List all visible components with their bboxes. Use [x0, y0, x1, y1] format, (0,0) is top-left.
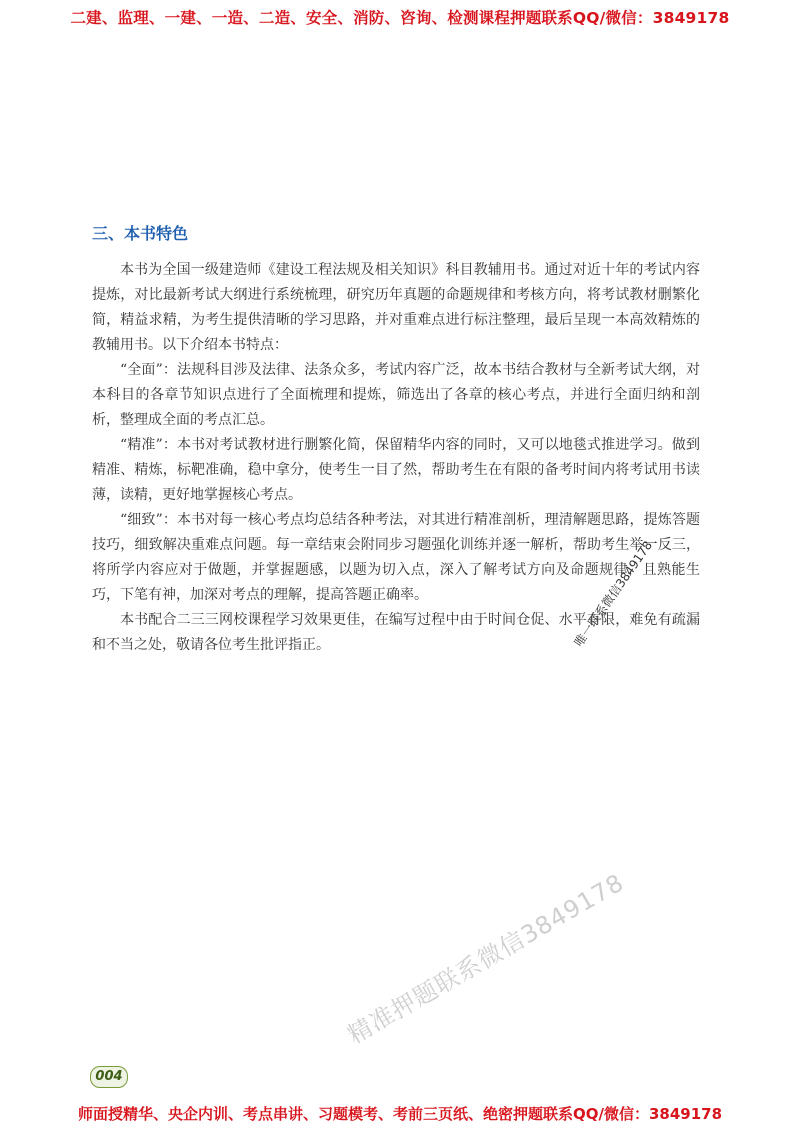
paragraph-intro: 本书为全国一级建造师《建设工程法规及相关知识》科目教辅用书。通过对近十年的考试内容提炼，对比最新考试大纲进行系统梳理，研究历年真题的命题规律和考核方向，将考试教材删繁化简，精益求精，为考生提供清晰的学习思路，并对重难点进行标注整理，最后呈现一本高效精炼的教辅用书。以下介绍本书特点： [92, 262, 700, 353]
page-number-badge: 004 [90, 1066, 128, 1088]
paragraph-comprehensive: “全面”：法规科目涉及法律、法条众多，考试内容广泛，故本书结合教材与全新考试大纲，对本科目的各章节知识点进行了全面梳理和提炼，筛选出了各章的核心考点，并进行全面归纳和剖析，整理成全面的考点汇总。 [92, 362, 700, 428]
contact-watermark-small: 唯一联系微信3849178 [571, 538, 656, 650]
bottom-promo-banner: 师面授精华、央企内训、考点串讲、习题模考、考前三页纸、绝密押题联系QQ/微信：3849178 [77, 1105, 723, 1123]
paragraph-detailed: “细致”：本书对每一核心考点均总结各种考法，对其进行精准剖析，理清解题思路，提炼答题技巧，细致解决重难点问题。每一章结束会附同步习题强化训练并逐一解析，帮助考生举一反三，将所学内容应对于做题，并掌握题感，以题为切入点，深入了解考试方向及命题规律，且熟能生巧，下笔有神，加深对考点的理解，提高答题正确率。 [92, 512, 700, 603]
section-heading: 三、本书特色 [92, 224, 189, 243]
paragraph-precise: “精准”：本书对考试教材进行删繁化简，保留精华内容的同时，又可以地毯式推进学习。做到精准、精炼，标靶准确，稳中拿分，使考生一目了然，帮助考生在有限的备考时间内将考试用书读薄，读精，更好地掌握核心考点。 [92, 437, 700, 503]
contact-watermark-large: 精准押题联系微信3849178 [343, 868, 629, 1050]
top-promo-banner: 二建、监理、一建、一造、二造、安全、消防、咨询、检测课程押题联系QQ/微信：3849178 [70, 9, 730, 27]
paragraph-closing: 本书配合二三三网校课程学习效果更佳，在编写过程中由于时间仓促、水平有限，难免有疏漏和不当之处，敬请各位考生批评指正。 [92, 612, 700, 653]
